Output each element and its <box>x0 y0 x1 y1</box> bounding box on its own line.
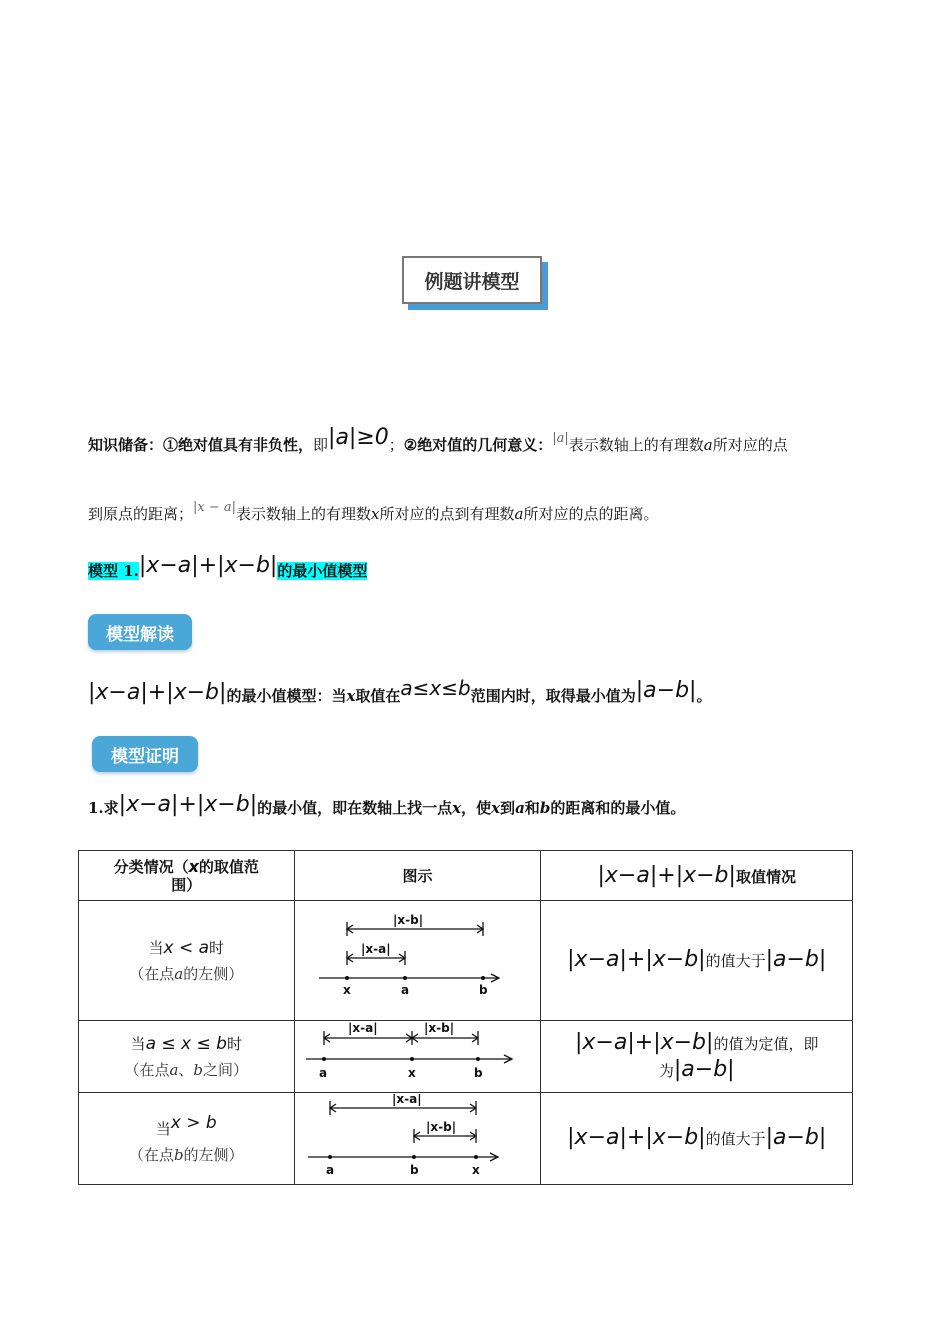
knowledge-text-3: 表示数轴上的有理数 <box>236 505 372 523</box>
reading-var-x: x <box>346 687 356 705</box>
case-sub-var: b <box>173 1145 184 1164</box>
value-min: |a−b| <box>765 947 827 972</box>
model-reading-badge: 模型解读 <box>88 614 192 650</box>
var-x: x <box>371 505 380 523</box>
label-x-a: |x-a| <box>348 1021 379 1035</box>
case-cell <box>79 1021 295 1093</box>
knowledge-line-2 <box>88 500 658 524</box>
knowledge-ji: 即 <box>313 436 329 454</box>
diagram-cell <box>294 1021 541 1093</box>
point-a: a <box>326 1162 335 1177</box>
knowledge-text-4: 所对应的点到有理数 <box>379 505 515 523</box>
reading-text-4: 。 <box>696 687 712 705</box>
case-sub <box>129 965 243 983</box>
number-line-diagram-1 <box>307 909 527 1009</box>
label-x-b: |x-b| <box>426 1119 457 1134</box>
knowledge-text-2: 所对应的点 <box>712 436 788 454</box>
var-a-2: a <box>514 505 524 523</box>
proof-var-b: b <box>539 799 551 817</box>
reading-min: |a−b| <box>635 678 697 703</box>
header-value <box>541 851 853 901</box>
model-1-heading <box>88 553 367 581</box>
header-value-text: 取值情况 <box>735 868 796 886</box>
value-expr: |x−a|+|x−b| <box>567 947 706 972</box>
value-result: 的值大于 <box>705 952 766 970</box>
label-x-a: |x-a| <box>361 941 392 956</box>
proof-question <box>88 792 685 818</box>
classification-table <box>78 850 853 1185</box>
case-post: 时 <box>226 1034 242 1053</box>
var-a: a <box>703 436 713 454</box>
proof-mid-2: ，使 <box>461 799 492 817</box>
point-x: x <box>408 1065 417 1080</box>
knowledge-label: 知识储备：①绝对值具有非负性， <box>88 436 314 454</box>
proof-end: 的距离和的最小值。 <box>550 799 686 817</box>
proof-mid: 的最小值，即在数轴上找一点 <box>257 799 453 817</box>
case-pre: 当 <box>148 938 164 957</box>
model-1-prefix: 模型 1. <box>88 562 139 580</box>
header-case-text-c: 围） <box>171 875 202 894</box>
point-b: b <box>479 982 489 997</box>
case-sub-var: a <box>174 964 184 983</box>
reading-text-1: 的最小值模型：当 <box>226 687 347 705</box>
model-1-expr: |x−a|+|x−b| <box>138 553 278 578</box>
reading-text-3: 范围内时，取得最小值为 <box>470 687 636 705</box>
label-x-b: |x-b| <box>424 1021 455 1035</box>
model-1-suffix: 的最小值模型 <box>277 562 368 580</box>
header-case <box>79 851 295 901</box>
case-sub-sep: 、 <box>178 1060 194 1079</box>
proof-expr: |x−a|+|x−b| <box>118 792 258 817</box>
reading-line <box>88 676 711 706</box>
reading-expr: |x−a|+|x−b| <box>88 680 227 705</box>
proof-var-x-2: x <box>491 799 501 817</box>
table-row <box>79 1021 853 1093</box>
case-sub-post: 的左侧） <box>183 1145 244 1164</box>
knowledge-label-2: ②绝对值的几何意义： <box>403 436 553 454</box>
case-pre: 当 <box>155 1119 171 1138</box>
proof-to: 到 <box>500 799 516 817</box>
case-sub-post: 的左侧） <box>183 964 244 983</box>
value-expr: |x−a|+|x−b| <box>575 1029 714 1055</box>
proof-var-a: a <box>515 799 525 817</box>
value-result: 的值为定值，即为 <box>658 1034 819 1080</box>
point-x: x <box>343 982 352 997</box>
header-value-expr: |x−a|+|x−b| <box>597 863 736 888</box>
case-sub-pre: （在点 <box>129 964 175 983</box>
model-proof-badge: 模型证明 <box>92 736 198 772</box>
knowledge-line-1 <box>88 425 788 455</box>
table-row <box>79 901 853 1021</box>
abs-a-formula: |a| <box>552 431 569 446</box>
header-case-text-b: 的取值范 <box>198 857 259 876</box>
case-sub-pre: （在点 <box>124 1060 170 1079</box>
number-line-diagram-3 <box>302 1094 532 1180</box>
value-min: |a−b| <box>673 1056 735 1082</box>
number-line-diagram-2 <box>302 1022 532 1088</box>
case-math: x > b <box>170 1112 217 1133</box>
point-b: b <box>474 1065 484 1080</box>
diagram-cell <box>294 1093 541 1185</box>
value-expr: |x−a|+|x−b| <box>567 1125 706 1150</box>
label-x-a: |x-a| <box>392 1093 423 1106</box>
table-header-row <box>79 851 853 901</box>
case-sub-post: 之间） <box>203 1060 249 1079</box>
case-sub-var: a <box>169 1060 179 1079</box>
point-a: a <box>401 982 410 997</box>
diagram-cell <box>294 901 541 1021</box>
case-sub <box>124 1061 248 1079</box>
case-cell <box>79 1093 295 1185</box>
value-cell <box>541 901 853 1021</box>
point-b: b <box>410 1162 420 1177</box>
case-math: a ≤ x ≤ b <box>145 1033 227 1054</box>
value-result: 的值大于 <box>705 1130 766 1148</box>
section-title: 例题讲模型 <box>402 256 542 304</box>
case-math: x < a <box>163 937 210 958</box>
value-cell <box>541 1021 853 1093</box>
case-sub <box>129 1146 244 1164</box>
abs-nonneg-formula: |a|≥0 <box>328 425 389 450</box>
knowledge-text-1: 表示数轴上的有理数 <box>568 436 704 454</box>
case-pre: 当 <box>130 1034 146 1053</box>
proof-and: 和 <box>524 799 540 817</box>
knowledge-line2-start: 到原点的距离； <box>88 505 194 523</box>
label-x-b: |x-b| <box>393 912 424 927</box>
value-min: |a−b| <box>765 1125 827 1150</box>
header-case-var: x <box>188 856 199 876</box>
value-cell <box>541 1093 853 1185</box>
case-cell <box>79 901 295 1021</box>
proof-var-x: x <box>452 799 462 817</box>
point-a: a <box>319 1065 328 1080</box>
proof-prefix: 1.求 <box>88 799 119 817</box>
knowledge-text-5: 所对应的点的距离。 <box>523 505 659 523</box>
knowledge-semicolon: ； <box>388 436 404 454</box>
case-sub-pre: （在点 <box>128 1145 174 1164</box>
table-row <box>79 1093 853 1185</box>
abs-xa-formula: |x − a| <box>193 500 237 515</box>
point-x: x <box>472 1162 481 1177</box>
case-sub-var-2: b <box>193 1060 204 1079</box>
reading-range: a≤x≤b <box>400 676 471 700</box>
case-post: 时 <box>209 938 225 957</box>
reading-text-2: 取值在 <box>355 687 401 705</box>
header-case-text-a: 分类情况（ <box>113 857 189 876</box>
header-diagram: 图示 <box>294 851 541 901</box>
